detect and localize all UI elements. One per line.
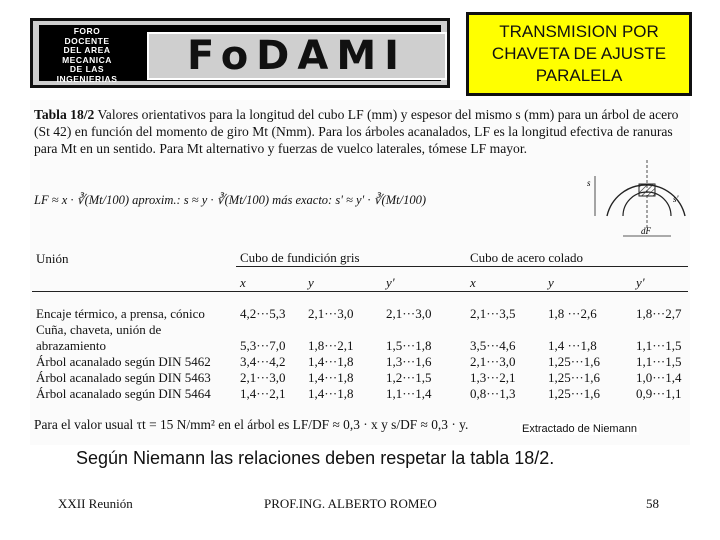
logo-name: FoDAMI <box>147 32 447 80</box>
cell: 4,2···5,3 <box>240 306 286 321</box>
sub-header: y' <box>382 267 466 292</box>
sub-header: x <box>236 267 304 292</box>
cell: 2,1···3,0 <box>240 370 286 385</box>
cell: 1,2···1,5 <box>386 370 432 385</box>
logo-panel <box>39 25 441 84</box>
cell: 1,3···1,6 <box>386 354 432 369</box>
logo-line: FORO <box>73 26 101 36</box>
cell: 1,4···1,8 <box>308 370 354 385</box>
table-row <box>32 306 688 322</box>
cell <box>382 322 466 338</box>
cell: 2,1···3,5 <box>470 306 516 321</box>
cell: 3,5···4,6 <box>470 338 516 353</box>
cell: 1,1···1,5 <box>636 338 682 353</box>
cell: 1,5···1,8 <box>386 338 432 353</box>
cell: 2,1···3,0 <box>308 306 354 321</box>
union-header: Unión <box>36 250 69 266</box>
cell: 2,1···3,0 <box>386 306 432 321</box>
group-header-cast-iron: Cubo de fundición gris <box>236 246 466 267</box>
cell: 2,1···3,0 <box>470 354 516 369</box>
table-row <box>32 386 688 402</box>
cell: 5,3···7,0 <box>240 338 286 353</box>
footer-author: PROF.ING. ALBERTO ROMEO <box>264 496 437 511</box>
sub-header: y' <box>632 267 688 292</box>
cell: 1,4···1,8 <box>308 354 354 369</box>
sub-header: y <box>304 267 382 292</box>
hub-section-diagram <box>585 156 693 244</box>
cell: 1,25···1,6 <box>548 386 600 401</box>
table-row <box>32 370 688 386</box>
table-sub-header-row <box>32 267 688 292</box>
row-label: abrazamiento <box>36 338 107 353</box>
table-group-header-row <box>32 246 688 267</box>
logo-small-text <box>42 27 132 85</box>
cell: 1,25···1,6 <box>548 370 600 385</box>
row-label: Cuña, chaveta, unión de <box>36 322 162 337</box>
slide-subtitle: Según Niemann las relaciones deben respetar la tabla 18/2. <box>76 448 555 468</box>
logo-line: INGENIERIAS <box>56 73 118 84</box>
slide-title-box <box>466 12 692 96</box>
logo-line: DEL AREA <box>63 45 111 56</box>
cell <box>632 322 688 338</box>
cell <box>466 322 544 338</box>
cell: 1,8···2,1 <box>308 338 354 353</box>
row-label: Árbol acanalado según DIN 5463 <box>36 370 211 385</box>
logo-line: DE LAS <box>69 64 105 75</box>
cell: 1,1···1,5 <box>636 354 682 369</box>
label-s-prime: s' <box>673 194 679 204</box>
table-caption <box>34 106 686 157</box>
caption-text: Valores orientativos para la longitud del cubo LF (mm) y espesor del mismo s (mm) para un árbol de acero (St 42) en función del momento de giro Mt (Nmm). Para los árboles acanalados, LF es la longitud efectiva de ranuras para Mt en un sentido. Para Mt alternativo y fuerzas de vuelco laterales, tómese LF mayor. <box>34 107 679 156</box>
table-row <box>32 338 688 354</box>
table-spacer-row <box>32 292 688 307</box>
slide-title: TRANSMISION POR CHAVETA DE AJUSTE PARALELA <box>491 22 667 85</box>
cell <box>544 322 632 338</box>
cell: 1,4···2,1 <box>240 386 286 401</box>
values-table <box>32 246 688 402</box>
table-row <box>32 322 688 338</box>
formula-line: LF ≈ x · ∛(Mt/100) aproxim.: s ≈ y · ∛(Mt/100) más exacto: s' ≈ y' · ∛(Mt/100) <box>34 193 426 207</box>
cell: 0,9···1,1 <box>636 386 682 401</box>
label-df: dF <box>641 226 651 236</box>
cell: 1,8···2,7 <box>636 306 682 321</box>
table-row <box>32 354 688 370</box>
group-header-cast-steel: Cubo de acero colado <box>466 246 688 267</box>
page-number: 58 <box>646 496 659 511</box>
scanned-table-image <box>30 100 690 445</box>
row-label: Árbol acanalado según DIN 5462 <box>36 354 211 369</box>
cell: 1,1···1,4 <box>386 386 432 401</box>
cell: 3,4···4,2 <box>240 354 286 369</box>
sub-header-blank <box>32 267 236 292</box>
fodami-logo <box>30 18 450 88</box>
spacer-cell <box>32 292 688 307</box>
label-s: s <box>587 178 591 188</box>
table-footnote: Para el valor usual τt = 15 N/mm² en el árbol es LF/DF ≈ 0,3 · x y s/DF ≈ 0,3 · y. <box>34 417 469 432</box>
cell: 1,8 ···2,6 <box>548 306 597 321</box>
logo-line: MECANICA <box>62 54 112 65</box>
sub-header: y <box>544 267 632 292</box>
row-label: Árbol acanalado según DIN 5464 <box>36 386 211 401</box>
cell: 1,0···1,4 <box>636 370 682 385</box>
cell: 1,4 ···1,8 <box>548 338 597 353</box>
cell: 1,25···1,6 <box>548 354 600 369</box>
row-label: Encaje térmico, a prensa, cónico <box>36 306 205 321</box>
sub-header: x <box>466 267 544 292</box>
source-note: Extractado de Niemann <box>522 423 637 435</box>
caption-label: Tabla 18/2 <box>34 107 95 122</box>
logo-line: DOCENTE <box>64 35 110 46</box>
footer-left: XXII Reunión <box>58 496 133 511</box>
cell: 0,8···1,3 <box>470 386 516 401</box>
cell: 1,3···2,1 <box>470 370 516 385</box>
cell <box>236 322 304 338</box>
cell: 1,4···1,8 <box>308 386 354 401</box>
cell <box>304 322 382 338</box>
